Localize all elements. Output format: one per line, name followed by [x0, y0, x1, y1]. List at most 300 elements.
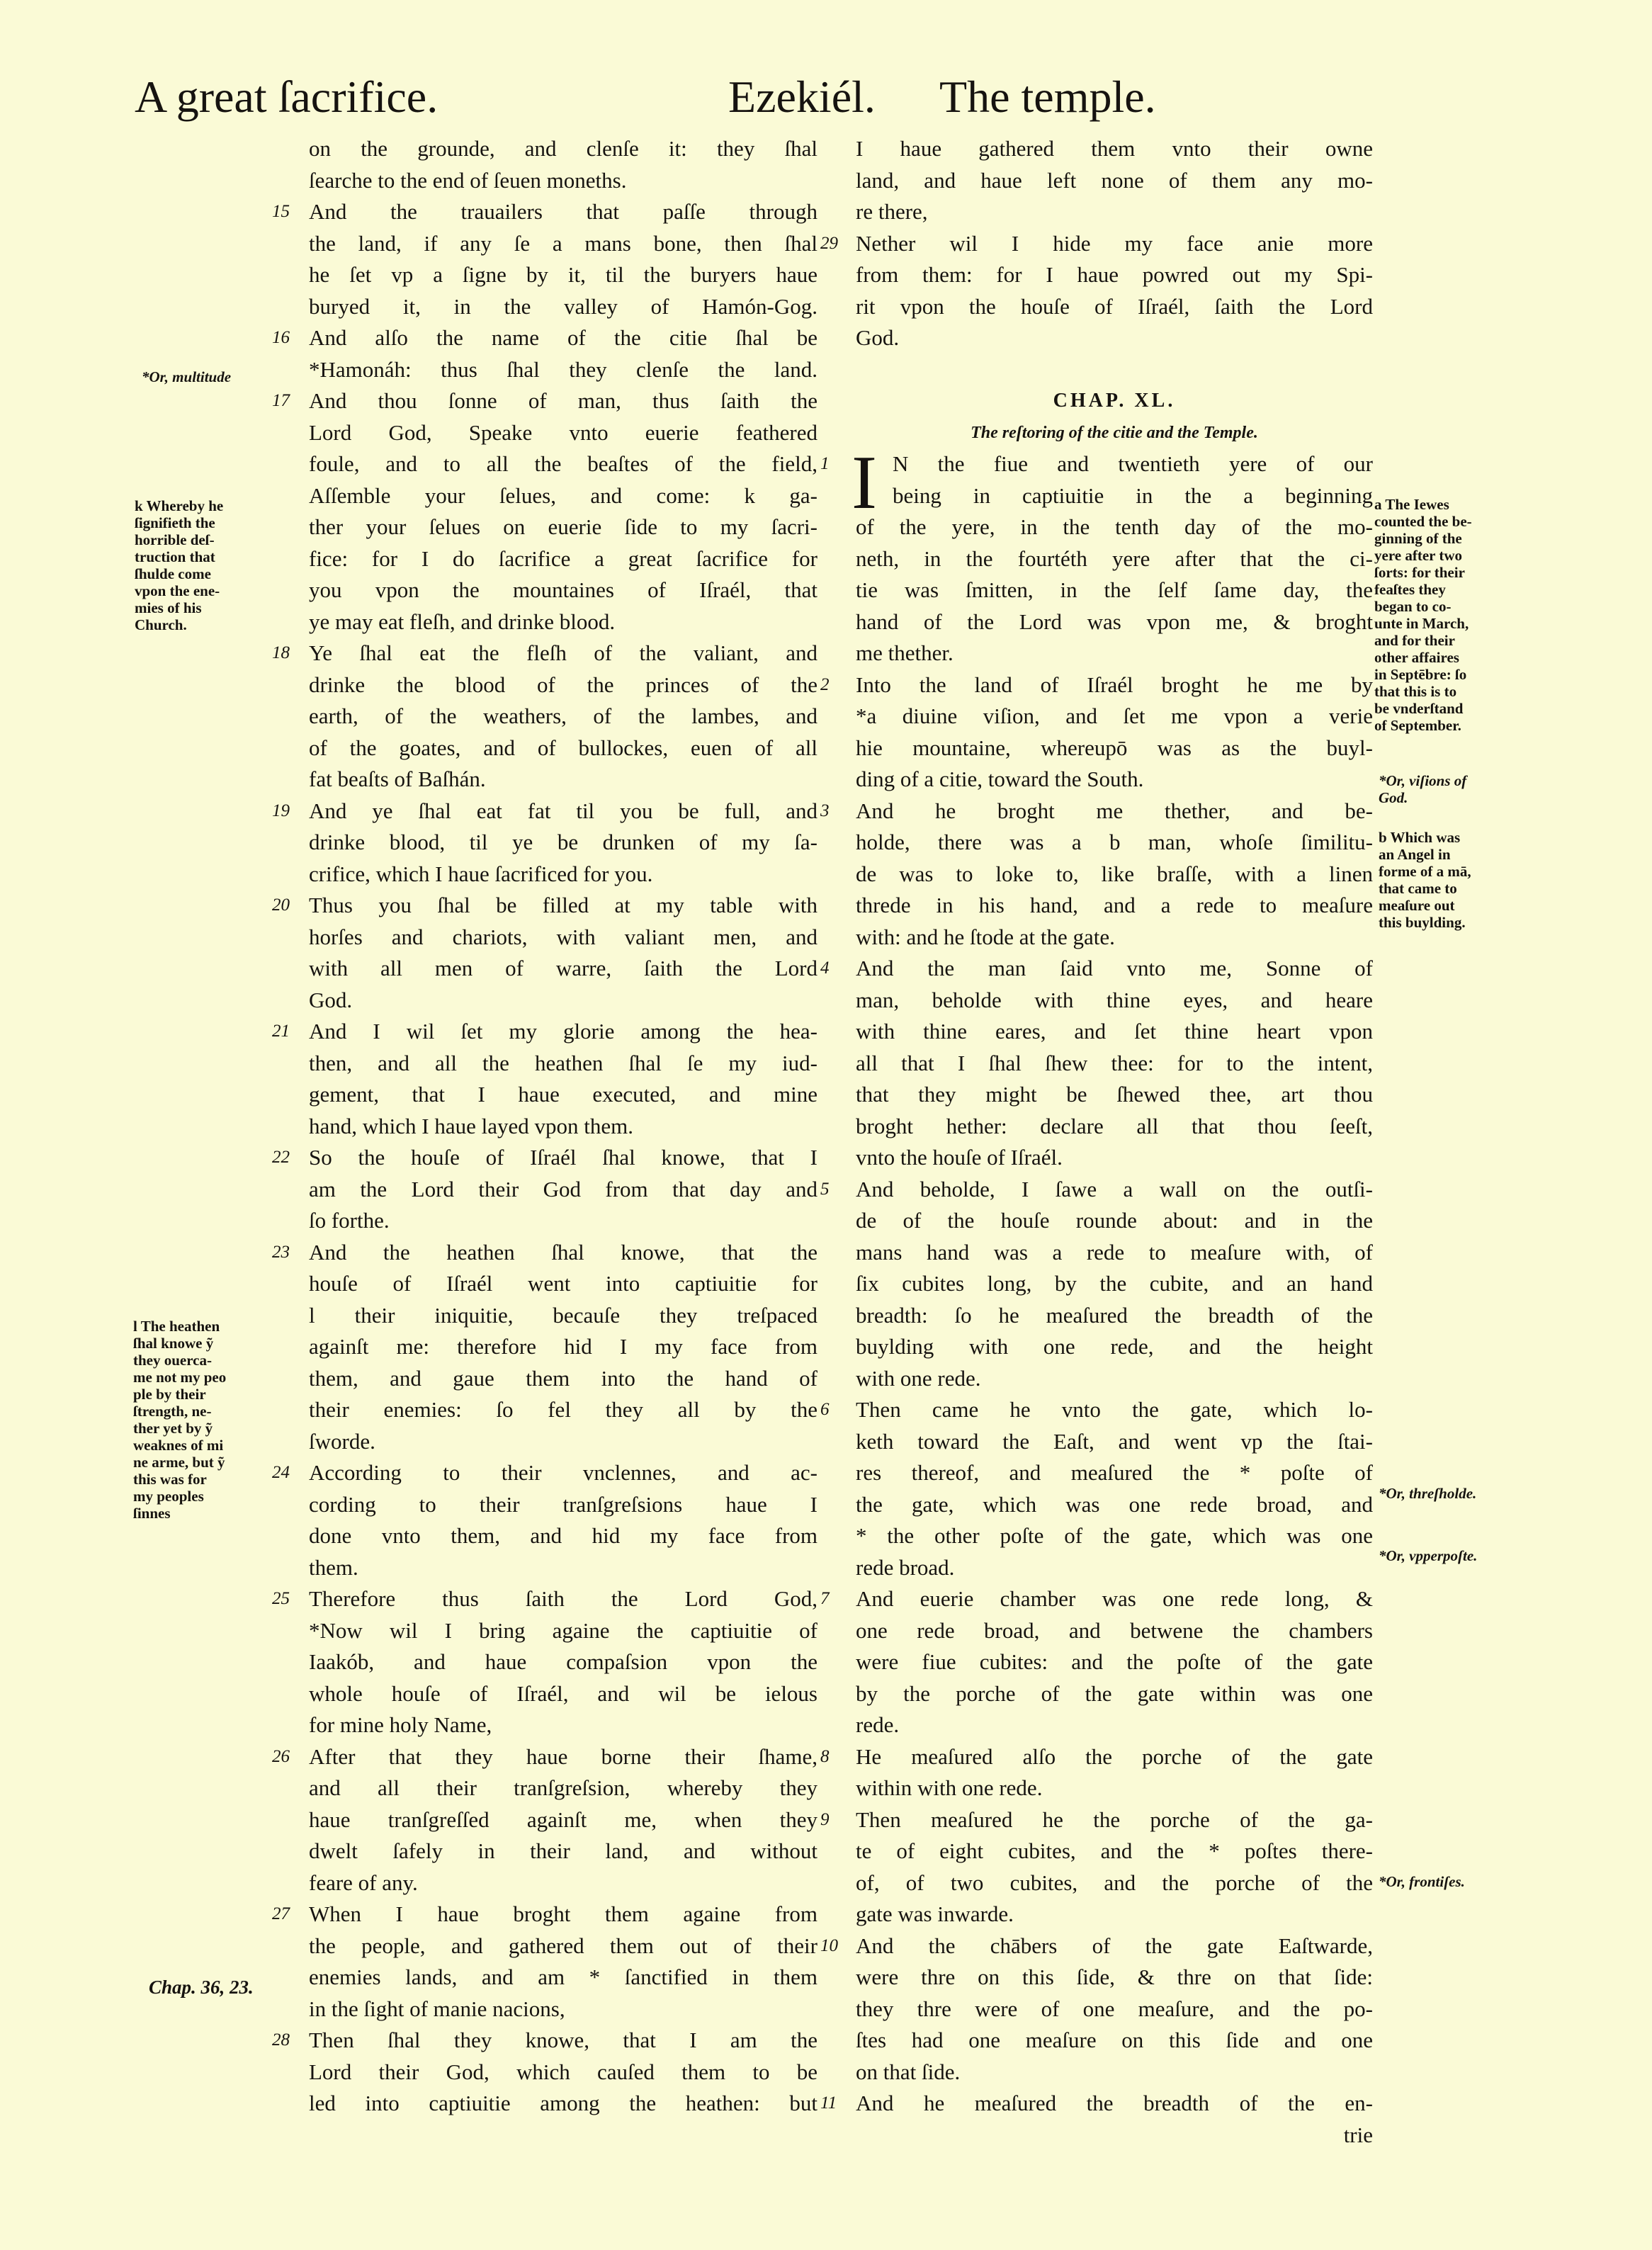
margin-note-chap — [149, 1977, 254, 1998]
dropcap-line-1: N the fiue and twentieth yere of our — [893, 451, 1373, 476]
text-line: And the man ſaid vnto me, Sonne of — [856, 956, 1373, 980]
text-row — [309, 859, 817, 891]
note-line: my peoples — [133, 1488, 204, 1505]
text-line: were thre on this ſide, & thre on that ſide: — [856, 1964, 1373, 1989]
note-line: ther yet by ỹ — [133, 1420, 213, 1437]
text-row — [820, 1930, 1373, 1962]
text-row — [856, 1457, 1373, 1489]
text-line: rede. — [856, 1712, 900, 1737]
verse-number: 3 — [820, 801, 830, 820]
verse-number: 16 — [272, 328, 290, 347]
verse-number: 7 — [820, 1589, 830, 1608]
text-line: one rede broad, and betwene the chambers — [856, 1617, 1373, 1643]
text-line: with thine eares, and ſet thine heart vpon — [856, 1019, 1373, 1044]
note-line: ginning of the — [1374, 530, 1462, 547]
text-row — [272, 1741, 817, 1773]
text-row — [820, 1394, 1373, 1426]
text-line: fice: for I do ſacrifice a great ſacrifice for — [309, 545, 817, 571]
text-row — [856, 1678, 1373, 1710]
running-header — [0, 69, 1652, 126]
verse-number: 1 — [820, 454, 830, 473]
text-row — [309, 1394, 817, 1426]
verse-number: 22 — [272, 1148, 290, 1167]
text-line: with: and he ſtode at the gate. — [856, 924, 1115, 949]
text-line: God. — [856, 325, 900, 350]
note-line: ſorts: for their — [1374, 564, 1465, 581]
text-row — [309, 228, 817, 260]
text-line: threde in his hand, and a rede to meaſure — [856, 893, 1373, 917]
margin-note-b — [1379, 829, 1471, 931]
text-line: gement, that I haue executed, and mine — [309, 1082, 817, 1107]
note-line: mies of his — [135, 599, 202, 616]
verse-number: 17 — [272, 391, 290, 410]
verse-number: 18 — [272, 643, 290, 662]
dropcap-line-2: being in captiuitie in the a beginning — [893, 482, 1373, 508]
note-line: *Or, frontiſes. — [1379, 1873, 1465, 1890]
note-line: God. — [1379, 789, 1408, 806]
note-line: be vnderſtand — [1374, 700, 1464, 717]
text-line: re there, — [856, 199, 928, 224]
text-line: rede broad. — [856, 1554, 955, 1580]
text-line: whole houſe of Iſraél, and wil be ielous — [309, 1680, 817, 1706]
text-line: ſtes had one meaſure on this ſide and one — [856, 2028, 1373, 2052]
note-line: that came to — [1379, 880, 1457, 897]
text-row — [856, 985, 1373, 1017]
text-line: land, and haue left none of them any mo- — [856, 167, 1373, 193]
note-line: *Or, threſholde. — [1379, 1485, 1477, 1502]
text-row — [856, 1709, 1373, 1741]
margin-note-vision — [1379, 772, 1466, 806]
text-row — [309, 1552, 817, 1584]
note-line: unte in March, — [1374, 615, 1469, 632]
text-row — [272, 196, 817, 228]
text-row — [309, 669, 817, 701]
header-right-title: The temple. — [939, 72, 1156, 122]
text-row — [272, 638, 817, 669]
text-line: l their iniquitie, becauſe they treſpaced — [309, 1302, 817, 1328]
text-row — [856, 259, 1373, 291]
text-line: in the ſight of manie nacions, — [309, 1996, 565, 2021]
note-line: and for their — [1374, 632, 1455, 649]
text-line: *a diuine viſion, and ſet me vpon a verie — [856, 703, 1373, 728]
text-row — [856, 922, 1373, 954]
text-row — [309, 543, 817, 575]
text-line: Lord their God, which cauſed them to be — [309, 2059, 817, 2084]
margin-note-threshold — [1379, 1485, 1476, 1502]
text-line: dwelt ſafely in their land, and without — [309, 1838, 817, 1863]
note-line: *Or, vpperpoſte. — [1379, 1547, 1478, 1564]
note-line: *Or, viſions of — [1379, 772, 1467, 789]
verse-number: 24 — [272, 1463, 290, 1482]
text-row — [856, 2025, 1373, 2057]
text-row — [856, 196, 1373, 228]
text-row — [856, 1773, 1373, 1804]
text-line: by the porche of the gate within was one — [856, 1680, 1373, 1706]
text-line: vnto the houſe of Iſraél. — [856, 1145, 1063, 1170]
note-line: forme of a mā, — [1379, 863, 1471, 880]
text-row — [309, 259, 817, 291]
text-row — [272, 1457, 817, 1489]
margin-note-a — [1374, 496, 1472, 734]
text-line: And he broght me thether, and be- — [856, 798, 1373, 823]
text-line: feare of any. — [309, 1870, 418, 1895]
verse-number: 9 — [820, 1809, 830, 1829]
text-line: the land, if any ſe a mans bone, then ſhal — [309, 230, 817, 256]
text-row — [856, 165, 1373, 197]
text-line: and all their tranſgreſsion, whereby they — [309, 1775, 817, 1800]
note-line: k Whereby he — [135, 497, 224, 514]
text-row — [309, 1174, 817, 1206]
text-line: ſearche to the end of ſeuen moneths. — [309, 167, 627, 193]
text-row — [309, 1773, 817, 1804]
text-line: foule, and to all the beaſtes of the field, — [309, 451, 817, 476]
margin-note-l — [133, 1318, 226, 1522]
text-line: fat beaſts of Baſhán. — [309, 767, 486, 791]
text-line: ding of a citie, toward the South. — [856, 767, 1144, 791]
verse-number: 5 — [820, 1179, 830, 1199]
text-row — [856, 1994, 1373, 2025]
text-row — [856, 291, 1373, 323]
text-row — [309, 1426, 817, 1458]
note-line: of September. — [1374, 717, 1461, 734]
text-row — [309, 1678, 817, 1710]
note-line: horrible deſ- — [135, 531, 215, 548]
text-row — [820, 796, 1373, 827]
text-line: of, of two cubites, and the porche of the — [856, 1870, 1373, 1895]
text-row — [856, 133, 1373, 165]
text-line: their enemies: ſo fel they all by the — [309, 1397, 817, 1422]
text-line: Ye ſhal eat the fleſh of the valiant, and — [309, 640, 817, 665]
text-row — [856, 1111, 1373, 1143]
text-row — [272, 1142, 817, 1174]
text-line: them, and gaue them into the hand of — [309, 1365, 817, 1391]
text-row — [856, 511, 1373, 543]
text-row — [309, 1836, 817, 1867]
text-line: breadth: ſo he meaſured the breadth of the — [856, 1302, 1373, 1328]
text-line: When I haue broght them againe from — [309, 1901, 817, 1926]
text-line: houſe of Iſraél went into captiuitie for — [309, 1271, 817, 1296]
text-line: he ſet vp a ſigne by it, til the buryers haue — [309, 262, 817, 287]
text-line: *Hamonáh: thus ſhal they clenſe the land. — [309, 356, 817, 382]
text-line: Into the land of Iſraél broght he me by — [856, 672, 1373, 697]
text-line: cording to their tranſgreſsions haue I — [309, 1491, 817, 1517]
text-line: led into captiuitie among the heathen: but — [309, 2091, 817, 2115]
text-line: the people, and gathered them out of their — [309, 1933, 817, 1958]
text-row — [309, 1111, 817, 1143]
text-row — [856, 733, 1373, 764]
text-row — [309, 1363, 817, 1395]
text-line: ther your ſelues on euerie ſide to my ſacri- — [309, 514, 817, 539]
text-line: te of eight cubites, and the * poſtes there- — [856, 1838, 1373, 1863]
chapter-heading: CHAP. XL. — [1053, 390, 1176, 412]
text-line: haue tranſgreſſed againſt me, when they — [309, 1807, 817, 1832]
note-line: Church. — [135, 616, 187, 633]
text-line: buylding with one rede, and the height — [856, 1334, 1373, 1359]
text-line: ſo forthe. — [309, 1208, 390, 1233]
text-line: buryed it, in the valley of Hamón-Gog. — [309, 293, 817, 319]
text-row — [856, 322, 1373, 354]
text-line: for mine holy Name, — [309, 1712, 492, 1737]
text-line: done vnto them, and hid my face from — [309, 1523, 817, 1548]
text-row — [309, 1331, 817, 1363]
text-row — [856, 1237, 1373, 1269]
text-row — [309, 1994, 817, 2025]
note-line: that this is to — [1374, 683, 1457, 700]
text-line: drinke blood, til ye be drunken of my ſa- — [309, 830, 817, 854]
text-row — [272, 1583, 817, 1615]
note-line: ne arme, but ỹ — [133, 1454, 225, 1471]
text-row — [856, 575, 1373, 606]
verse-number: 2 — [820, 674, 830, 694]
text-row — [272, 1899, 817, 1930]
right-column — [820, 133, 1373, 2151]
text-row — [856, 1962, 1373, 1994]
text-line: And euerie chamber was one rede long, & — [856, 1586, 1373, 1611]
text-line: Iaakób, and haue compaſsion vpon the — [309, 1649, 817, 1674]
text-row — [856, 1836, 1373, 1867]
text-line: hand of the Lord was vpon me, & broght — [856, 609, 1373, 634]
text-line: then, and all the heathen ſhal ſe my iud- — [309, 1050, 817, 1075]
text-row — [856, 1142, 1373, 1174]
text-row — [820, 228, 1373, 260]
text-line: of the yere, in the tenth day of the mo- — [856, 514, 1373, 539]
text-row — [856, 1552, 1373, 1584]
text-row — [820, 953, 1373, 985]
text-row — [856, 1426, 1373, 1458]
verse-number: 23 — [272, 1242, 290, 1262]
text-row — [856, 764, 1373, 796]
text-row — [856, 827, 1373, 859]
text-row — [309, 165, 817, 197]
text-row — [856, 859, 1373, 891]
verse-number: 27 — [272, 1904, 290, 1923]
verse-number: 15 — [272, 202, 290, 221]
text-line: ſix cubites long, by the cubite, and an hand — [856, 1271, 1373, 1296]
text-line: Thus you ſhal be filled at my table with — [309, 893, 817, 917]
verse-number: 6 — [820, 1400, 830, 1419]
text-row — [309, 606, 817, 638]
text-line: rit vpon the houſe of Iſraél, ſaith the Lord — [856, 293, 1373, 319]
text-line: According to their vnclennes, and ac- — [309, 1460, 817, 1485]
text-row — [856, 1268, 1373, 1300]
note-line: ple by their — [133, 1386, 206, 1403]
text-line: And alſo the name of the citie ſhal be — [309, 325, 817, 350]
text-row — [309, 764, 817, 796]
drop-cap-letter: I — [852, 441, 877, 525]
text-line: enemies lands, and am * ſanctified in them — [309, 1964, 817, 1989]
right-column-body — [820, 511, 1373, 2120]
text-row — [309, 1709, 817, 1741]
text-row — [856, 1300, 1373, 1332]
text-row — [309, 1867, 817, 1899]
note-line: ſhal knowe ỹ — [133, 1335, 214, 1352]
text-row — [309, 1962, 817, 1994]
text-line: And the chābers of the gate Eaſtwarde, — [856, 1933, 1373, 1958]
verse-number: 8 — [820, 1746, 830, 1766]
text-line: ye may eat fleſh, and drinke blood. — [309, 609, 616, 634]
text-row — [309, 291, 817, 323]
verse-number: 19 — [272, 801, 290, 820]
text-line: man, beholde with thine eyes, and heare — [856, 987, 1373, 1012]
text-line: res thereof, and meaſured the * poſte of — [856, 1460, 1373, 1485]
text-line: Aſſemble your ſelues, and come: k ga- — [309, 482, 817, 508]
note-line: ſtrength, ne- — [133, 1403, 212, 1420]
text-line: And ye ſhal eat fat til you be full, and — [309, 798, 817, 823]
note-line: weaknes of mi — [133, 1437, 224, 1454]
text-line: them. — [309, 1554, 358, 1580]
note-line: they ouerca- — [133, 1352, 212, 1369]
text-row — [272, 1016, 817, 1048]
text-row — [856, 1363, 1373, 1395]
text-row — [856, 1079, 1373, 1111]
text-row — [309, 1804, 817, 1836]
text-row — [820, 669, 1373, 701]
text-row — [309, 480, 817, 512]
verse-number: 20 — [272, 895, 290, 915]
note-line: a The Iewes — [1374, 496, 1449, 513]
note-line: vpon the ene- — [135, 582, 220, 599]
text-row — [309, 417, 817, 449]
text-row — [856, 1520, 1373, 1552]
text-row — [309, 733, 817, 764]
text-line: they thre were of one meaſure, and the po- — [856, 1996, 1373, 2021]
note-line: ſignifieth the — [135, 514, 215, 531]
text-row — [856, 1615, 1373, 1647]
text-line: tie was ſmitten, in the ſelf ſame day, the — [856, 577, 1373, 602]
text-line: broght hether: declare all that thou ſeeſt, — [856, 1113, 1373, 1138]
text-line: de was to loke to, like braſſe, with a linen — [856, 861, 1373, 886]
text-line: keth toward the Eaſt, and went vp the ſtai- — [856, 1428, 1373, 1454]
text-row — [856, 2057, 1373, 2088]
note-line: truction that — [135, 548, 215, 565]
left-column — [272, 133, 817, 2120]
text-row — [856, 638, 1373, 669]
note-line: *Or, multitude — [142, 368, 232, 385]
text-line: holde, there was a b man, whoſe ſimilitu- — [856, 830, 1373, 854]
note-line: ſinnes — [133, 1505, 171, 1522]
text-row — [309, 922, 817, 954]
margin-note-upper-post — [1379, 1547, 1477, 1564]
note-line: an Angel in — [1379, 846, 1451, 863]
text-line: with all men of warre, ſaith the Lord — [309, 956, 817, 980]
text-row — [856, 701, 1373, 733]
text-line: within with one rede. — [856, 1775, 1043, 1800]
text-row — [272, 385, 817, 417]
text-line: gate was inwarde. — [856, 1901, 1014, 1926]
text-row — [272, 2025, 817, 2057]
text-line: on that ſide. — [856, 2059, 961, 2084]
text-line: hie mountaine, whereupō was as the buyl- — [856, 735, 1373, 760]
text-row — [820, 1583, 1373, 1615]
text-row — [309, 1615, 817, 1647]
catchword: trie — [1343, 2122, 1373, 2147]
note-line: Chap. 36, 23. — [149, 1977, 254, 1998]
note-line: in Septēbre: ſo — [1374, 666, 1467, 683]
verse-number: 29 — [820, 233, 838, 253]
text-line: that they might be ſhewed thee, art thou — [856, 1082, 1373, 1107]
text-row — [856, 1899, 1373, 1930]
text-line: were fiue cubites: and the poſte of the gate — [856, 1649, 1373, 1674]
text-line: Therefore thus ſaith the Lord God, — [309, 1586, 817, 1611]
text-row — [820, 2088, 1373, 2120]
text-row — [309, 448, 817, 480]
text-row — [309, 2088, 817, 2120]
verse-number: 10 — [820, 1935, 838, 1955]
note-line: l The heathen — [133, 1318, 220, 1335]
text-line: am the Lord their God from that day and — [309, 1176, 817, 1202]
text-row — [309, 1048, 817, 1080]
margin-note-frontises — [1379, 1873, 1465, 1890]
verse-number: 21 — [272, 1022, 290, 1041]
text-line: me thether. — [856, 640, 954, 665]
text-line: on the grounde, and clenſe it: they ſhal — [309, 136, 817, 161]
text-row — [820, 1174, 1373, 1206]
text-line: hand, which I haue layed vpon them. — [309, 1113, 633, 1138]
text-line: neth, in the fourtéth yere after that the ci- — [856, 545, 1373, 571]
text-row — [309, 1205, 817, 1237]
note-line: counted the be- — [1374, 513, 1472, 530]
verse-number: 4 — [820, 959, 830, 978]
note-line: yere after two — [1374, 547, 1462, 564]
text-line: Then meaſured he the porche of the ga- — [856, 1807, 1373, 1832]
text-line: Then came he vnto the gate, which lo- — [856, 1397, 1373, 1422]
text-line: with one rede. — [856, 1365, 981, 1391]
text-row — [309, 953, 817, 985]
text-line: *Now wil I bring againe the captiuitie of — [309, 1617, 817, 1643]
text-line: He meaſured alſo the porche of the gate — [856, 1743, 1373, 1769]
note-line: me not my peo — [133, 1369, 227, 1386]
text-line: So the houſe of Iſraél ſhal knowe, that I — [309, 1145, 817, 1170]
text-row — [309, 1079, 817, 1111]
verse-number: 25 — [272, 1589, 290, 1608]
text-line: I haue gathered them vnto their owne — [856, 136, 1373, 161]
note-line: b Which was — [1379, 829, 1461, 846]
text-line: And thou ſonne of man, thus ſaith the — [309, 388, 817, 413]
text-row — [856, 1331, 1373, 1363]
text-line: earth, of the weathers, of the lambes, and — [309, 703, 817, 728]
text-row — [856, 1016, 1373, 1048]
text-line: de of the houſe rounde about: and in the — [856, 1208, 1373, 1233]
chapter-spacer — [856, 354, 1373, 386]
text-row — [309, 1489, 817, 1521]
note-line: feaſtes they — [1374, 581, 1446, 598]
text-line: from them: for I haue powred out my Spi- — [856, 262, 1373, 287]
verse-number: 28 — [272, 2030, 290, 2050]
text-line: horſes and chariots, with valiant men, and — [309, 924, 817, 949]
text-line: mans hand was a rede to meaſure with, of — [856, 1239, 1373, 1265]
text-row — [309, 827, 817, 859]
text-row — [309, 1646, 817, 1678]
text-row — [309, 2057, 817, 2088]
text-row — [272, 890, 817, 922]
text-line: Nether wil I hide my face anie more — [856, 230, 1373, 256]
text-line: And he meaſured the breadth of the en- — [856, 2091, 1373, 2115]
text-row — [272, 322, 817, 354]
text-line: Then ſhal they knowe, that I am the — [309, 2028, 817, 2052]
text-line: After that they haue borne their ſhame, — [309, 1743, 817, 1769]
chapter-summary: The reſtoring of the citie and the Temple. — [971, 423, 1258, 442]
text-row — [820, 1804, 1373, 1836]
note-line: began to co- — [1374, 598, 1452, 615]
dropcap-block — [820, 441, 1373, 525]
note-line: meaſure out — [1379, 897, 1455, 914]
text-row — [820, 1741, 1373, 1773]
text-row — [309, 1300, 817, 1332]
text-row — [309, 133, 817, 165]
text-row — [856, 1205, 1373, 1237]
text-row — [309, 511, 817, 543]
text-line: of the goates, and of bullockes, euen of all — [309, 735, 817, 760]
